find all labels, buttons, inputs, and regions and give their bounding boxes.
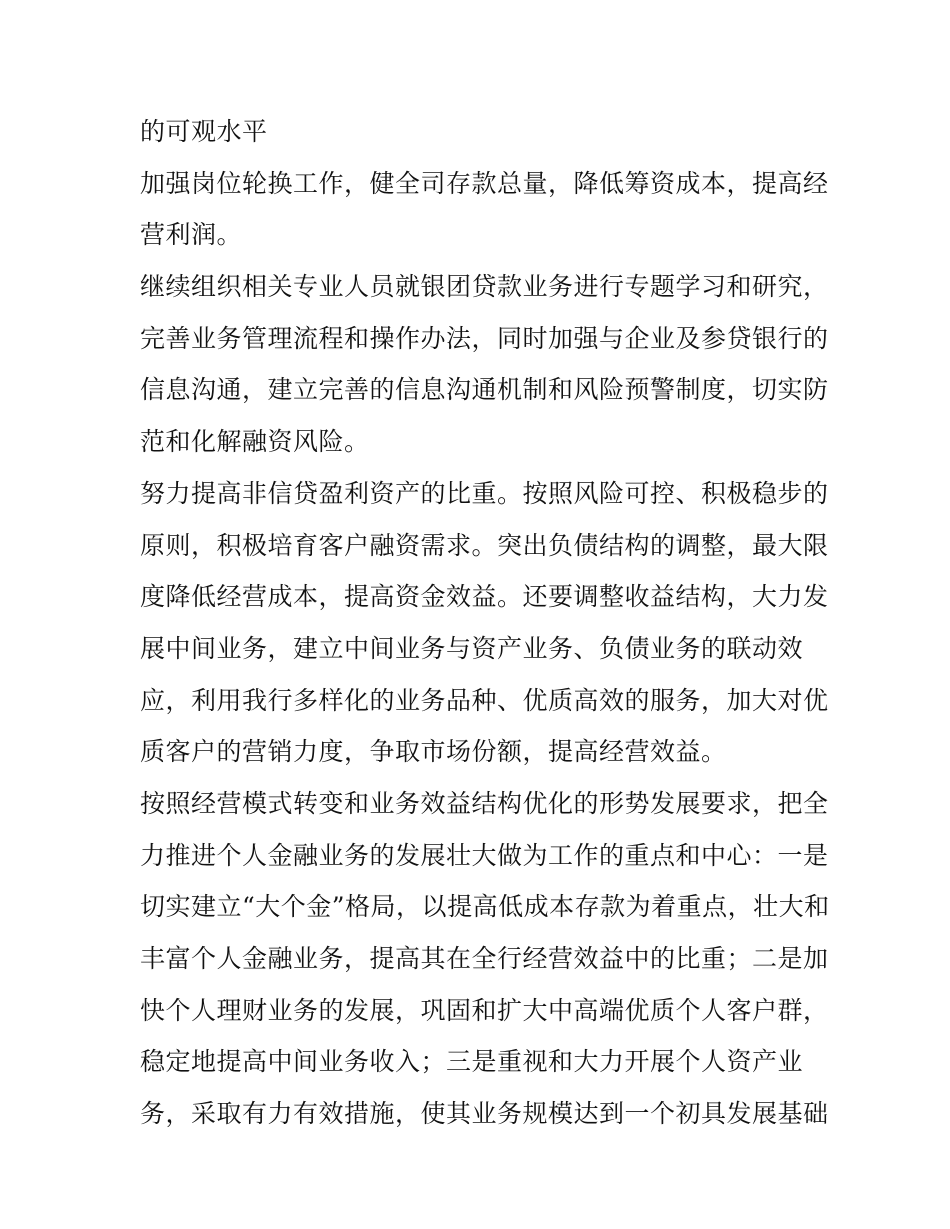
text-line: 应，利用我行多样化的业务品种、优质高效的服务，加大对优 bbox=[140, 685, 829, 715]
text-line: 继续组织相关专业人员就银团贷款业务进行专题学习和研究， bbox=[140, 272, 829, 302]
text-line: 稳定地提高中间业务收入；三是重视和大力开展个人资产业 bbox=[140, 1047, 804, 1077]
text-line: 力推进个人金融业务的发展壮大做为工作的重点和中心：一是 bbox=[140, 840, 829, 870]
text-line: 营利润。 bbox=[140, 220, 243, 250]
text-line: 信息沟通，建立完善的信息沟通机制和风险预警制度，切实防 bbox=[140, 375, 829, 405]
text-line: 质客户的营销力度，争取市场份额，提高经营效益。 bbox=[140, 737, 727, 767]
text-line: 加强岗位轮换工作，健全司存款总量，降低筹资成本，提高经 bbox=[140, 168, 829, 198]
text-line: 展中间业务，建立中间业务与资产业务、负债业务的联动效 bbox=[140, 633, 804, 663]
text-line: 原则，积极培育客户融资需求。突出负债结构的调整，最大限 bbox=[140, 530, 829, 560]
text-line: 的可观水平 bbox=[140, 117, 268, 146]
text-line: 按照经营模式转变和业务效益结构优化的形势发展要求，把全 bbox=[140, 788, 829, 818]
text-line: 切实建立“大个金”格局，以提高低成本存款为着重点，壮大和 bbox=[140, 892, 830, 922]
text-line: 完善业务管理流程和操作办法，同时加强与企业及参贷银行的 bbox=[140, 323, 829, 353]
text-line: 丰富个人金融业务，提高其在全行经营效益中的比重；二是加 bbox=[140, 944, 829, 973]
text-line: 范和化解融资风险。 bbox=[140, 427, 370, 457]
text-line: 度降低经营成本，提高资金效益。还要调整收益结构，大力发 bbox=[140, 582, 829, 612]
text-line: 快个人理财业务的发展，巩固和扩大中高端优质个人客户群， bbox=[140, 995, 829, 1025]
text-line: 努力提高非信贷盈利资产的比重。按照风险可控、积极稳步的 bbox=[140, 478, 829, 508]
document-body bbox=[140, 106, 830, 1140]
text-line: 务，采取有力有效措施，使其业务规模达到一个初具发展基础 bbox=[140, 1099, 829, 1129]
